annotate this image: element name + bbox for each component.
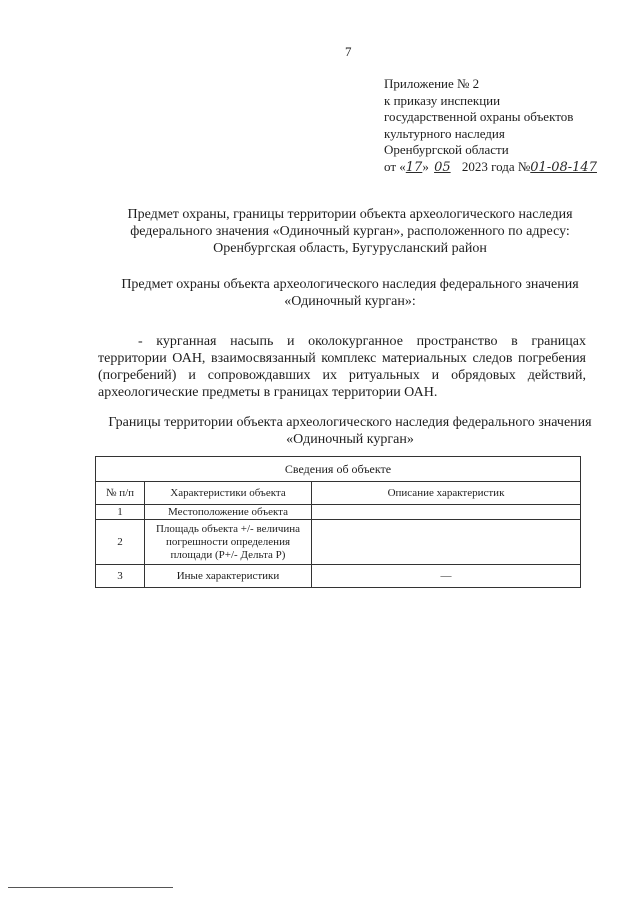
row-characteristic: Местоположение объекта <box>145 505 312 520</box>
appendix-line-5: Оренбургской области <box>384 142 509 157</box>
appendix-line-3: государственной охраны объектов <box>384 109 574 124</box>
footnote-divider <box>8 887 173 888</box>
order-number: 01-08-147 <box>530 159 597 175</box>
row-number: 1 <box>96 505 145 520</box>
column-header-number: № п/п <box>96 482 145 505</box>
protection-subject-heading: Предмет охраны объекта археологического наследия федерального значения «Одиночный курган»: <box>121 277 579 309</box>
order-month: 05 <box>434 159 451 175</box>
table-header: Сведения об объекте <box>96 457 581 482</box>
order-date-line <box>384 159 624 177</box>
row-characteristic: Площадь объекта +/- величина погрешности определения площади (P+/- Дельта P) <box>145 520 312 565</box>
document-title: Предмет охраны, границы территории объекта археологического наследия федерального значения «Одиночный курган», расположенного по адресу: Оренбургская область, Бугурусланский район <box>127 207 573 256</box>
row-description <box>312 505 581 520</box>
column-header-characteristics: Характеристики объекта <box>145 482 312 505</box>
territory-boundaries-heading: Границы территории объекта археологического наследия федерального значения «Одиночный курган» <box>108 415 592 447</box>
appendix-header <box>384 76 624 176</box>
table-row <box>96 565 581 588</box>
row-description: — <box>312 565 581 588</box>
table-row <box>96 520 581 565</box>
appendix-line-4: культурного наследия <box>384 125 505 141</box>
row-description <box>312 520 581 565</box>
table-row <box>96 505 581 520</box>
date-sep: » <box>422 158 429 174</box>
appendix-line-1: Приложение № 2 <box>384 76 480 91</box>
row-characteristic: Иные характеристики <box>145 565 312 588</box>
order-day: 17 <box>405 159 423 175</box>
date-prefix: от « <box>384 158 406 174</box>
object-info-table <box>95 456 581 588</box>
column-header-description: Описание характеристик <box>312 482 581 505</box>
protection-subject-text: - курганная насыпь и околокурганное пространство в границах территории ОАН, взаимосвязанный комплекс материальных следов погребения (погребений) и сопровождавших их ритуальных и обрядовых действий, археологические предметы в границах территории ОАН. <box>98 334 586 400</box>
row-number: 2 <box>96 520 145 565</box>
table-column-headers <box>96 482 581 505</box>
row-number: 3 <box>96 565 145 588</box>
order-year: 2023 года № <box>461 158 531 174</box>
appendix-line-2: к приказу инспекции <box>384 92 501 108</box>
page-number: 7 <box>345 44 352 59</box>
